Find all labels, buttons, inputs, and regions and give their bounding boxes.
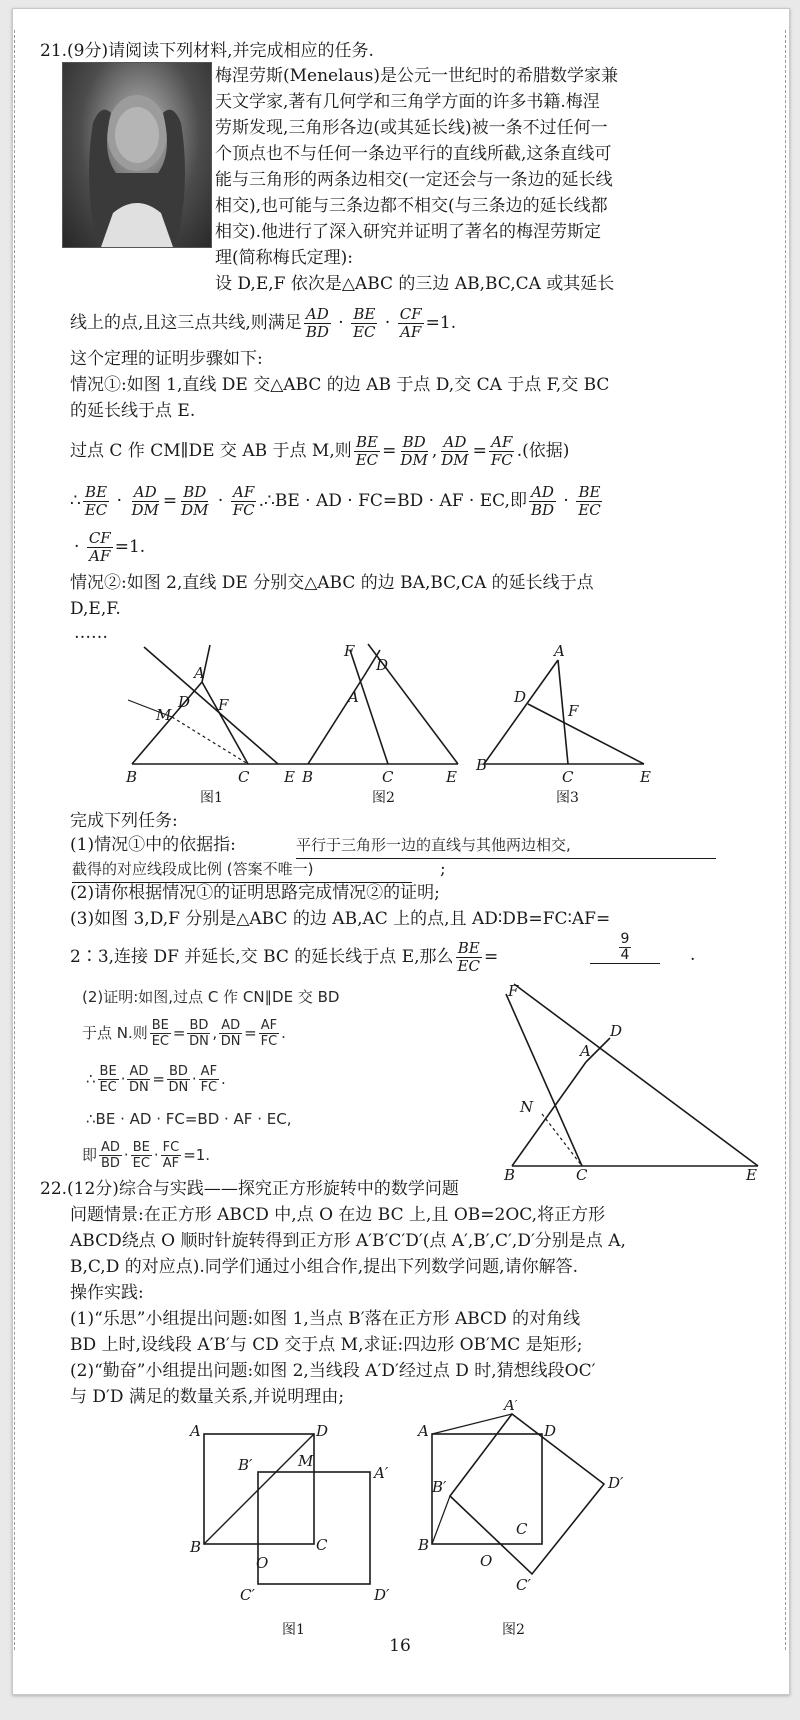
svg-text:F: F (508, 982, 519, 1000)
svg-text:C′: C′ (240, 1586, 255, 1604)
q22-figures (180, 1400, 660, 1640)
svg-text:C: C (562, 768, 574, 786)
svg-text:C: C (516, 1520, 528, 1538)
handwritten-proof-title: (2)证明:如图,过点 C 作 CN∥DE 交 BD (82, 988, 340, 1006)
task2: (2)请你根据情况①的证明思路完成情况②的证明; (70, 883, 440, 903)
case2-line2: D,E,F. (70, 599, 121, 619)
handwritten-proof-figure (500, 980, 770, 1180)
q22-header: 22.(12分)综合与实践——探究正方形旋转中的数学问题 (40, 1179, 459, 1199)
case1-line2: 的延长线于点 E. (70, 401, 196, 421)
svg-text:A′: A′ (504, 1400, 519, 1414)
handwritten-proof-line5: 即 $\frac{AD}{BD}$ · $\frac{BE}{EC}$ · $\frac{FC}{AF}$ =1. (82, 1140, 211, 1171)
svg-text:M: M (298, 1452, 314, 1470)
svg-text:图3: 图3 (556, 790, 579, 806)
handwritten-proof-line2: 于点 N.则 $\frac{BE}{EC}$ = $\frac{BD}{DN}$ , $\frac{AD}{DN}$ = $\frac{AF}{FC}$ . (82, 1018, 286, 1049)
svg-text:B′: B′ (432, 1478, 447, 1496)
svg-text:D: D (544, 1422, 557, 1440)
menelaus-portrait (62, 62, 212, 248)
svg-text:C: C (576, 1166, 588, 1180)
svg-text:M: M (156, 706, 172, 724)
task3-line2: 2∶3,连接 DF 并延长,交 BC 的延长线于点 E,那么 $\frac{BE}{EC}$ = (70, 939, 499, 975)
case1-therefore-line: ∴ $\frac{BE}{EC}$ · $\frac{AD}{DM}$ = $\frac{BD}{DM}$ · $\frac{AF}{FC}$ .∴BE · AD · FC=BD · AF · EC,即 $\frac{AD}{BD}$ · $\frac{BE}{EC}$ (70, 483, 601, 519)
tasks-title: 完成下列任务: (70, 811, 178, 831)
case1-conclusion: · $\frac{CF}{AF}$ =1. (74, 529, 146, 565)
svg-text:D: D (514, 688, 527, 706)
ellipsis: …… (74, 623, 108, 643)
q21-figures (110, 640, 730, 810)
figure-3 (475, 642, 651, 806)
svg-text:D: D (316, 1422, 329, 1440)
svg-text:A: A (580, 1042, 591, 1060)
proof-steps-label: 这个定理的证明步骤如下: (70, 349, 263, 369)
svg-text:A: A (194, 664, 205, 682)
svg-text:D: D (610, 1022, 623, 1040)
case1-parallel-line: 过点 C 作 CM∥DE 交 AB 于点 M,则 $\frac{BE}{EC}$ = $\frac{BD}{DM}$ , $\frac{AD}{DM}$ = $\frac{AF}{FC}$ .(依据) (70, 433, 570, 469)
svg-text:A: A (554, 642, 565, 660)
q21-header: 21.(9分)请阅读下列材料,并完成相应的任务. (40, 41, 374, 61)
svg-text:E: E (446, 768, 457, 786)
svg-text:D: D (376, 656, 389, 674)
q22-figure-2 (416, 1400, 624, 1638)
task3-answer: $\frac{9}{4}$ (590, 932, 660, 964)
svg-text:N: N (520, 1098, 534, 1116)
task1: (1)情况①中的依据指: (70, 835, 236, 855)
svg-text:C: C (382, 768, 394, 786)
case2-line1: 情况②:如图 2,直线 DE 分别交△ABC 的边 BA,BC,CA 的延长线于点 (70, 573, 594, 593)
svg-text:O: O (480, 1552, 493, 1570)
svg-text:C: C (316, 1536, 328, 1554)
svg-text:A′: A′ (374, 1464, 389, 1482)
menelaus-theorem-line: 线上的点,且这三点共线,则满足 $\frac{AD}{BD}$ · $\frac{BE}{EC}$ · $\frac{CF}{AF}$ =1. (70, 305, 457, 341)
svg-text:C′: C′ (516, 1576, 531, 1594)
svg-text:B: B (302, 768, 314, 786)
svg-text:C: C (238, 768, 250, 786)
page-number: 16 (389, 1636, 411, 1656)
task1-answer-line1: 平行于三角形一边的直线与其他两边相交, (296, 832, 716, 859)
svg-text:E: E (746, 1166, 757, 1180)
task1-answer-line2: 截得的对应线段成比例 (答案不唯一) (72, 856, 412, 883)
svg-text:D′: D′ (374, 1586, 390, 1604)
handwritten-proof-line3: ∴ $\frac{BE}{EC}$ · $\frac{AD}{DN}$ = $\frac{BD}{DN}$ · $\frac{AF}{FC}$ . (86, 1064, 226, 1095)
svg-text:B: B (504, 1166, 516, 1180)
svg-text:图1: 图1 (282, 1622, 305, 1638)
svg-text:E: E (284, 768, 295, 786)
svg-text:B: B (126, 768, 138, 786)
figure-1 (125, 645, 308, 806)
q22-figure-1 (188, 1422, 390, 1638)
svg-text:D: D (178, 693, 191, 711)
figure-2 (301, 642, 458, 806)
svg-text:图2: 图2 (372, 790, 395, 806)
svg-text:F: F (568, 702, 579, 720)
svg-text:E: E (640, 768, 651, 786)
svg-text:B: B (190, 1538, 202, 1556)
case1-line1: 情况①:如图 1,直线 DE 交△ABC 的边 AB 于点 D,交 CA 于点 F,交 BC (70, 375, 610, 395)
handwritten-proof-line4: ∴BE · AD · FC=BD · AF · EC, (86, 1110, 292, 1128)
svg-text:B: B (418, 1536, 430, 1554)
svg-text:F: F (344, 642, 355, 660)
svg-text:A: A (348, 688, 359, 706)
svg-text:O: O (256, 1554, 269, 1572)
svg-text:B: B (476, 756, 488, 774)
svg-text:D′: D′ (608, 1474, 624, 1492)
svg-text:A: A (190, 1422, 201, 1440)
svg-text:F: F (218, 696, 229, 714)
svg-text:图1: 图1 (200, 790, 223, 806)
svg-text:B′: B′ (238, 1456, 253, 1474)
svg-text:A: A (418, 1422, 429, 1440)
margin-dashed-line-right (785, 30, 786, 1650)
margin-dashed-line-left (14, 30, 15, 1650)
svg-text:图2: 图2 (502, 1622, 525, 1638)
task3-line1: (3)如图 3,D,F 分别是△ABC 的边 AB,AC 上的点,且 AD∶DB=FC∶AF= (70, 909, 611, 929)
